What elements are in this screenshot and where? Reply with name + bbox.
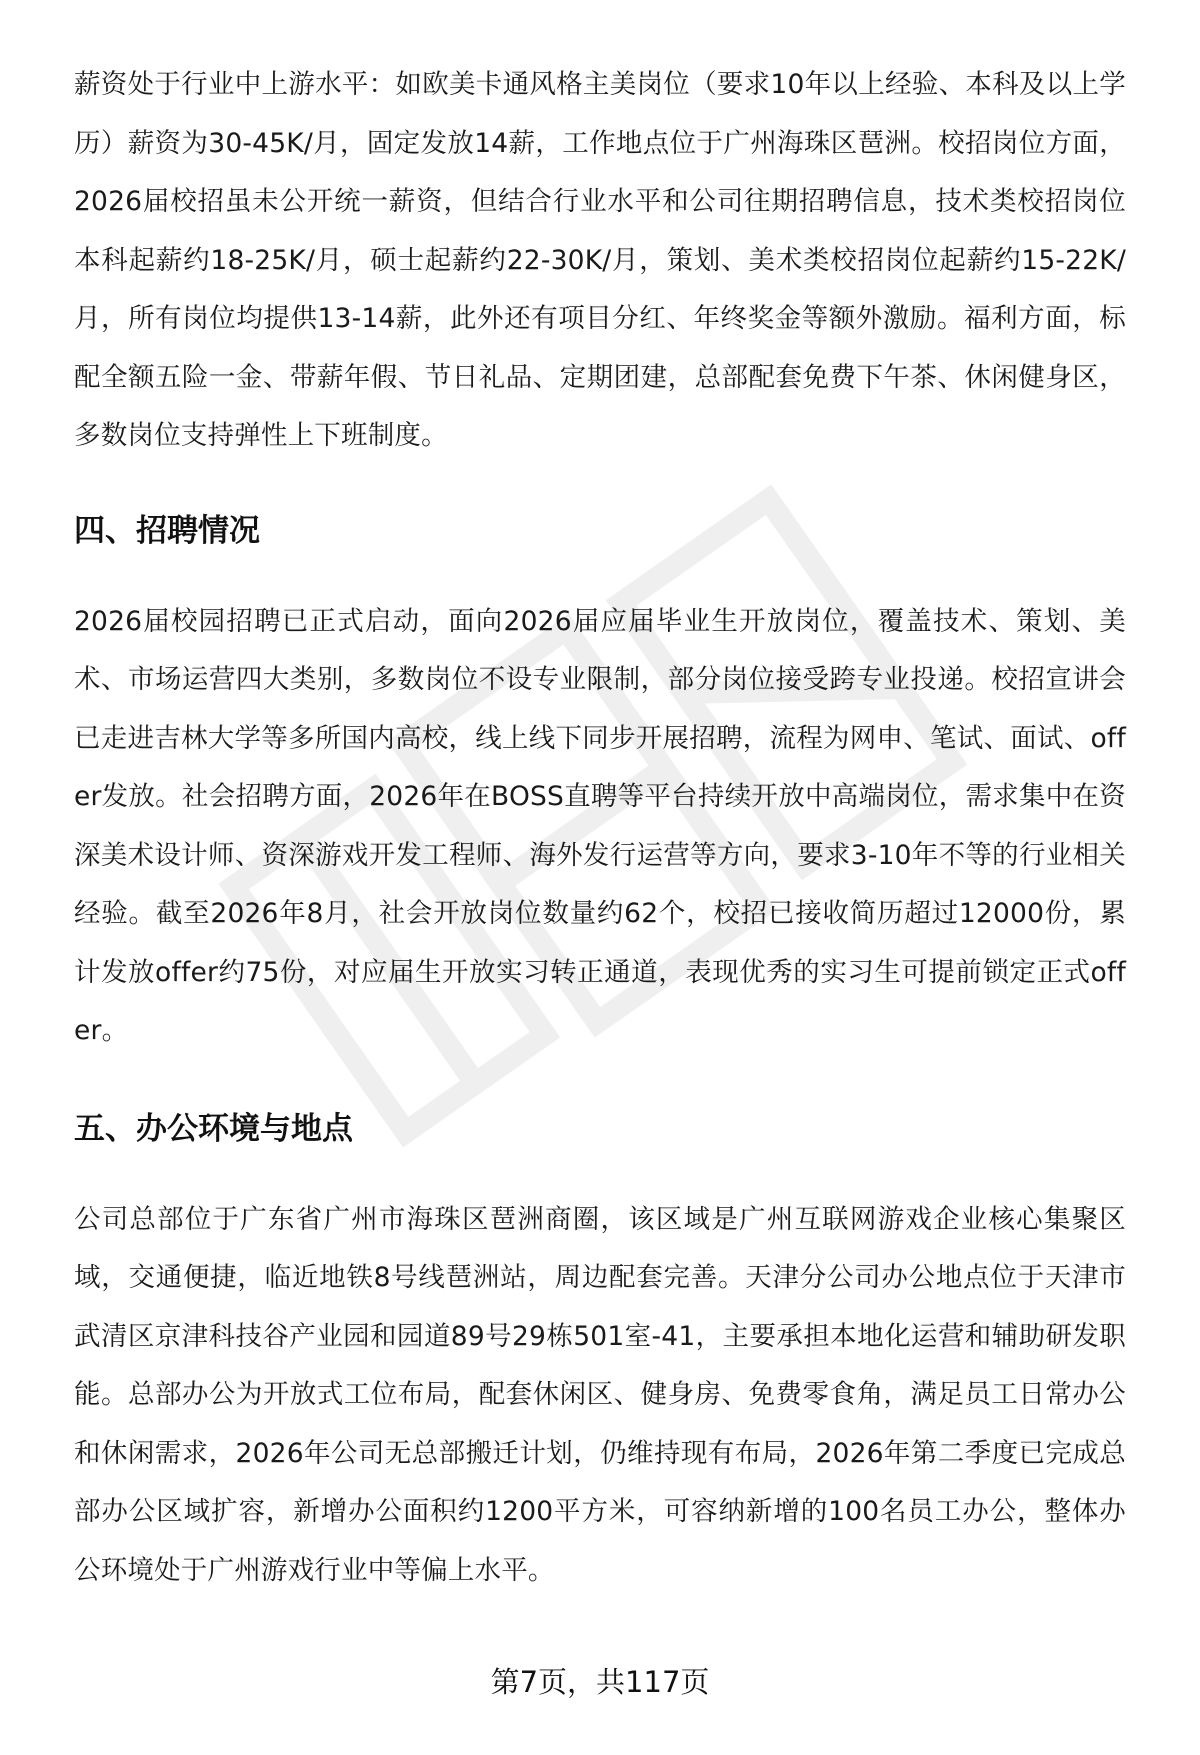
office-paragraph: 公司总部位于广东省广州市海珠区琶洲商圈，该区域是广州互联网游戏企业核心集聚区域，交通便捷，临近地铁8号线琶洲站，周边配套完善。天津分公司办公地点位于天津市武清区京津科技谷产业园和园道89号29栋501室-41，主要承担本地化运营和辅助研发职能。总部办公为开放式工位布局，配套休闲区、健身房、免费零食角，满足员工日常办公和休闲需求，2026年公司无总部搬迁计划，仍维持现有布局，2026年第二季度已完成总部办公区域扩容，新增办公面积约1200平方米，可容纳新增的100名员工办公，整体办公环境处于广州游戏行业中等偏上水平。: [74, 1203, 1126, 1586]
recruitment-paragraph: 2026届校园招聘已正式启动，面向2026届应届毕业生开放岗位，覆盖技术、策划、美术、市场运营四大类别，多数岗位不设专业限制，部分岗位接受跨专业投递。校招宣讲会已走进吉林大学等多所国内高校，线上线下同步开展招聘，流程为网申、笔试、面试、offer发放。社会招聘方面，2026年在BOSS直聘等平台持续开放中高端岗位，需求集中在资深美术设计师、资深游戏开发工程师、海外发行运营等方向，要求3-10年不等的行业相关经验。截至2026年8月，社会开放岗位数量约62个，校招已接收简历超过12000份，累计发放offer约75份，对应届生开放实习转正通道，表现优秀的实习生可提前锁定正式offer。: [74, 605, 1126, 1046]
page-number-footer: 第7页，共117页: [490, 1665, 710, 1699]
salary-benefits-paragraph: 薪资处于行业中上游水平：如欧美卡通风格主美岗位（要求10年以上经验、本科及以上学历）薪资为30-45K/月，固定发放14薪，工作地点位于广州海珠区琶洲。校招岗位方面，2026届校招虽未公开统一薪资，但结合行业水平和公司往期招聘信息，技术类校招岗位本科起薪约18-25K/月，硕士起薪约22-30K/月，策划、美术类校招岗位起薪约15-22K/月，所有岗位均提供13-14薪，此外还有项目分红、年终奖金等额外激励。福利方面，标配全额五险一金、带薪年假、节日礼品、定期团建，总部配套免费下午茶、休闲健身区，多数岗位支持弹性上下班制度。: [74, 69, 1126, 451]
section-heading-recruitment: 四、招聘情况: [74, 512, 260, 549]
section-heading-office: 五、办公环境与地点: [74, 1110, 353, 1147]
